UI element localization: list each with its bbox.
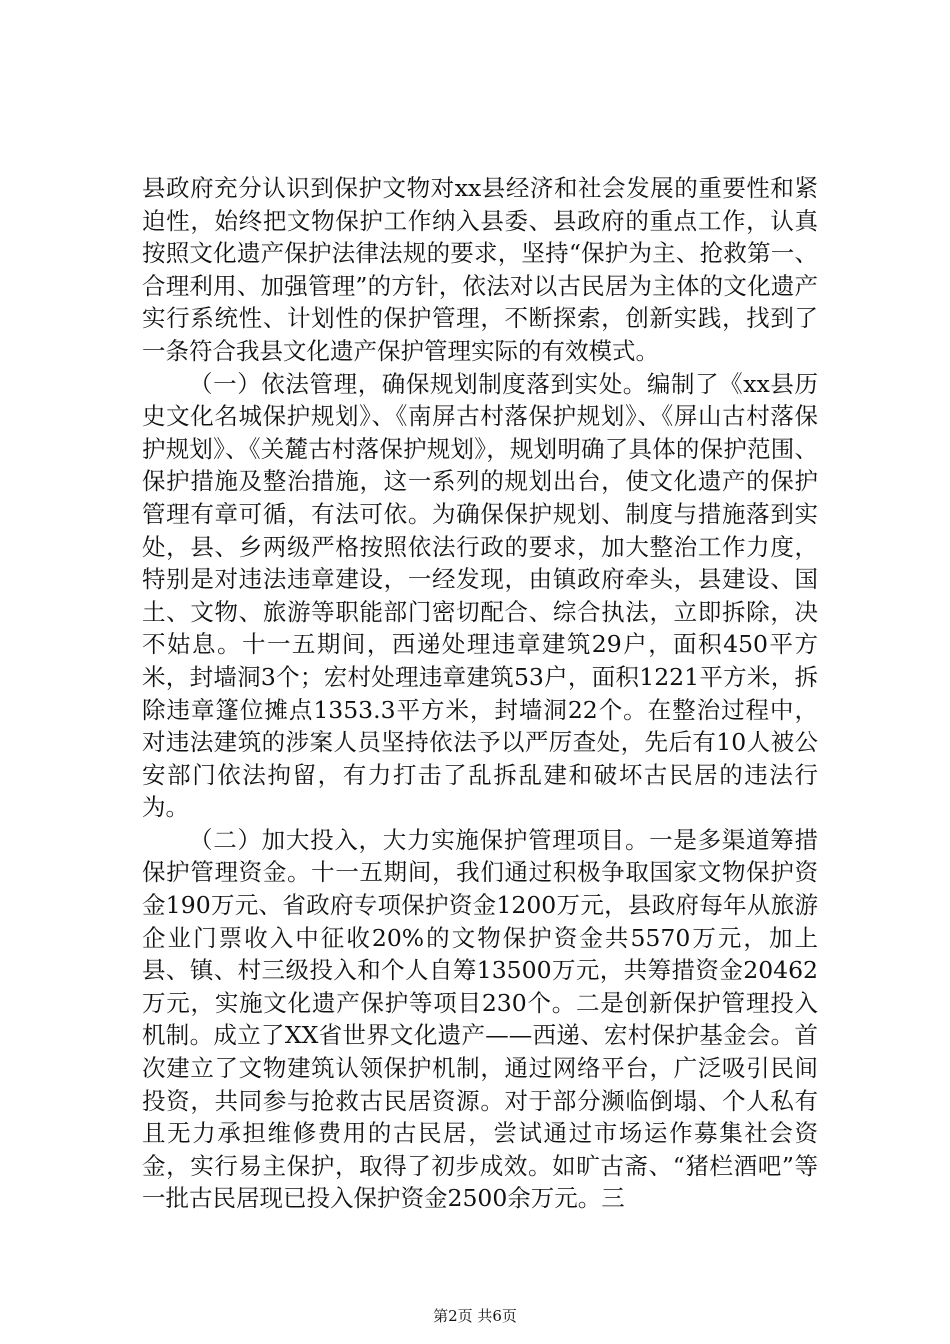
- paragraph-section-2: （二）加大投入，大力实施保护管理项目。一是多渠道筹措保护管理资金。十一五期间，我们通过积极争取国家文物保护资金190万元、省政府专项保护资金1200万元，县政府每年从旅游企业门票收入中征收20%的文物保护资金共5570万元，加上县、镇、村三级投入和个人自筹13500万元，共筹措资金20462万元，实施文化遗产保护等项目230个。二是创新保护管理投入机制。成立了XX省世界文化遗产——西递、宏村保护基金会。首次建立了文物建筑认领保护机制，通过网络平台，广泛吸引民间投资，共同参与抢救古民居资源。对于部分濒临倒塌、个人私有且无力承担维修费用的古民居，尝试通过市场运作募集社会资金，实行易主保护，取得了初步成效。如旷古斋、“猪栏酒吧”等一批古民居现已投入保护资金2500余万元。三: [142, 825, 818, 1213]
- document-body: [142, 172, 818, 1215]
- page-footer: 第2页 共6页: [433, 1307, 517, 1325]
- paragraph-section-1: （一）依法管理，确保规划制度落到实处。编制了《xx县历史文化名城保护规划》、《南屏古村落保护规划》、《屏山古村落保护规划》、《关麓古村落保护规划》，规划明确了具体的保护范围、保护措施及整治措施，这一系列的规划出台，使文化遗产的保护管理有章可循，有法可依。为确保保护规划、制度与措施落到实处，县、乡两级严格按照依法行政的要求，加大整治工作力度，特别是对违法违章建设，一经发现，由镇政府牵头，县建设、国土、文物、旅游等职能部门密切配合、综合执法，立即拆除，决不姑息。十一五期间，西递处理违章建筑29户，面积450平方米，封墙洞3个；宏村处理违章建筑53户，面积1221平方米，拆除违章篷位摊点1353.3平方米，封墙洞22个。在整治过程中，对违法建筑的涉案人员坚持依法予以严厉查处，先后有10人被公安部门依法拘留，有力打击了乱拆乱建和破坏古民居的违法行为。: [142, 369, 818, 822]
- paragraph-intro: 县政府充分认识到保护文物对xx县经济和社会发展的重要性和紧迫性，始终把文物保护工作纳入县委、县政府的重点工作，认真按照文化遗产保护法律法规的要求，坚持“保护为主、抢救第一、合理利用、加强管理”的方针，依法对以古民居为主体的文化遗产实行系统性、计划性的保护管理，不断探索，创新实践，找到了一条符合我县文化遗产保护管理实际的有效模式。: [142, 174, 818, 365]
